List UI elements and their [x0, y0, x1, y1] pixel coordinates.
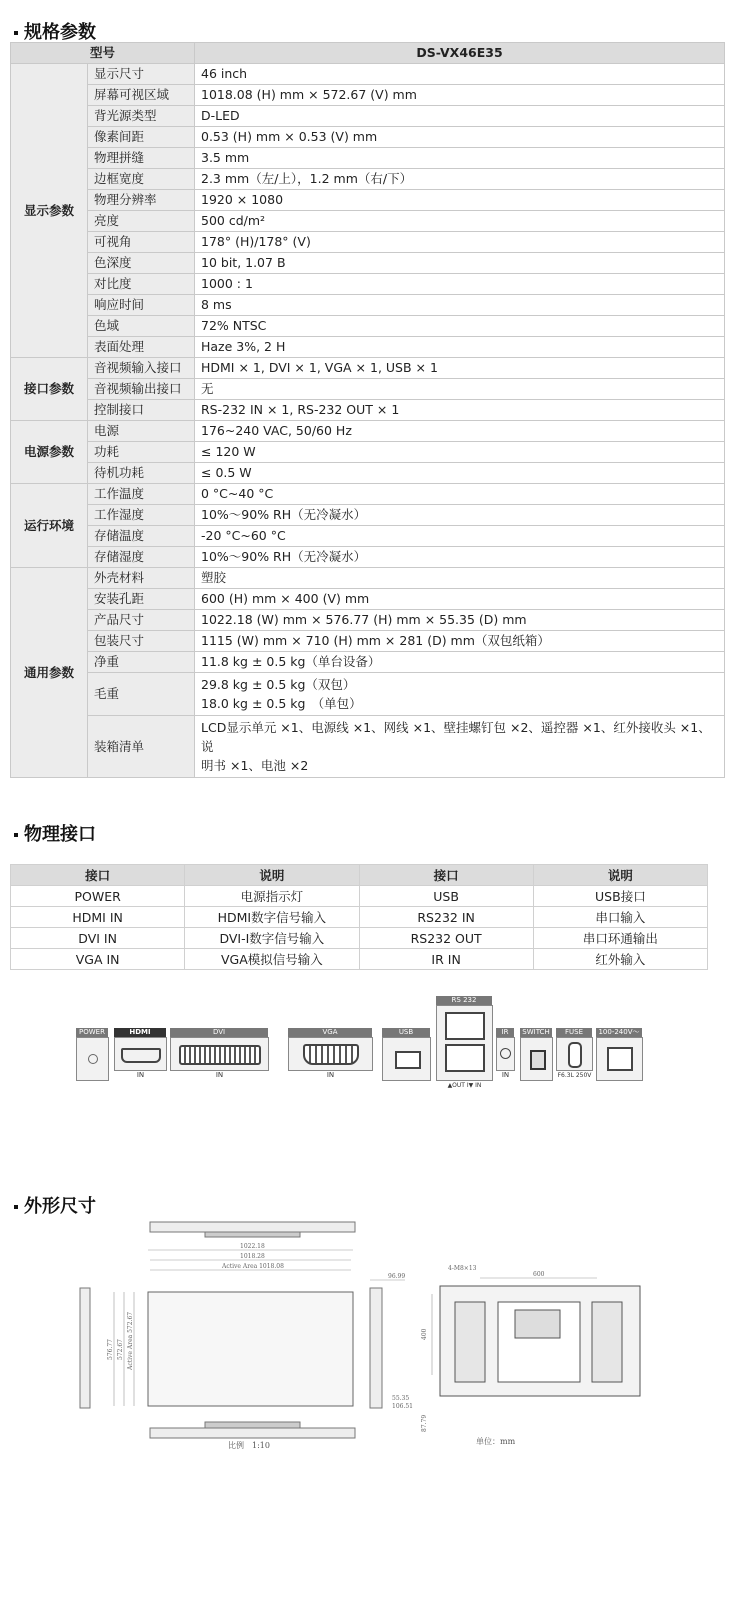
table-row	[11, 421, 725, 442]
spec-value	[195, 379, 725, 400]
bottom-view	[150, 1422, 355, 1438]
spec-value	[195, 421, 725, 442]
rs232-io-label: ▲OUT Ⅰ▼ IN	[436, 1080, 493, 1090]
spec-label: 边框宽度	[88, 169, 195, 190]
spec-value-line: ≤ 0.5 W	[201, 465, 252, 480]
spec-label: 工作湿度	[88, 505, 195, 526]
spec-label: 存储温度	[88, 526, 195, 547]
fuse-rating-label: F6.3L 250V	[557, 1072, 592, 1079]
port-desc-cell: HDMI数字信号输入	[185, 907, 359, 928]
spec-group-label: 电源参数	[11, 421, 88, 484]
table-row	[11, 85, 725, 106]
ports-table	[10, 864, 708, 970]
table-row	[11, 652, 725, 673]
spec-label: 毛重	[88, 673, 195, 716]
spec-value	[195, 106, 725, 127]
spec-label: 净重	[88, 652, 195, 673]
table-row	[11, 928, 708, 949]
usb-port-label: USB	[382, 1028, 430, 1037]
spec-value-line: 1920 × 1080	[201, 192, 284, 207]
dim-m8: 4-M8×13	[448, 1265, 477, 1272]
spec-label: 物理拼缝	[88, 148, 195, 169]
table-row	[11, 127, 725, 148]
usb-connector-icon	[395, 1051, 421, 1069]
spec-value-line: RS-232 IN × 1, RS-232 OUT × 1	[201, 402, 400, 417]
table-row	[11, 337, 725, 358]
spec-value-line: HDMI × 1, DVI × 1, VGA × 1, USB × 1	[201, 360, 438, 375]
spec-value-line: Haze 3%, 2 H	[201, 339, 286, 354]
spec-value-line: 1000 : 1	[201, 276, 253, 291]
ports-header: 说明	[185, 865, 359, 886]
spec-value	[195, 295, 725, 316]
port-cell: DVI IN	[11, 928, 185, 949]
spec-value	[195, 274, 725, 295]
rs232-port-label: RS 232	[436, 996, 492, 1005]
table-row	[11, 253, 725, 274]
spec-value	[195, 400, 725, 421]
table-row	[11, 106, 725, 127]
spec-label: 电源	[88, 421, 195, 442]
spec-label: 产品尺寸	[88, 610, 195, 631]
table-row	[11, 484, 725, 505]
spec-value	[195, 232, 725, 253]
vga-connector-icon	[303, 1044, 359, 1065]
power-switch	[520, 1037, 553, 1081]
dim-bottom: 87.79	[421, 1414, 428, 1432]
dim-total-width: 1022.18	[240, 1243, 265, 1250]
spec-label: 功耗	[88, 442, 195, 463]
rocker-switch-icon	[530, 1050, 546, 1070]
bullet-icon	[14, 833, 18, 837]
fuse-label: FUSE	[556, 1028, 592, 1037]
spec-group-label: 接口参数	[11, 358, 88, 421]
dimension-drawing	[0, 1210, 750, 1470]
dim-active-width: Active Area 1018.08	[222, 1263, 284, 1270]
spec-value	[195, 716, 725, 778]
table-row	[11, 316, 725, 337]
spec-label: 音视频输出接口	[88, 379, 195, 400]
spec-value	[195, 253, 725, 274]
spec-value-line: 1115 (W) mm × 710 (H) mm × 281 (D) mm（双包纸箱）	[201, 633, 550, 648]
spec-value-line: 3.5 mm	[201, 150, 250, 165]
dim-depth-2: 106.51	[392, 1403, 413, 1410]
table-row	[11, 589, 725, 610]
spec-label: 像素间距	[88, 127, 195, 148]
port-desc-cell: 电源指示灯	[185, 886, 359, 907]
spec-value-line: 176~240 VAC, 50/60 Hz	[201, 423, 352, 438]
spec-body	[11, 64, 725, 778]
table-row	[11, 400, 725, 421]
table-row	[11, 442, 725, 463]
ports-header: 接口	[11, 865, 185, 886]
table-row	[11, 190, 725, 211]
spec-label: 安装孔距	[88, 589, 195, 610]
spec-label: 亮度	[88, 211, 195, 232]
spec-value	[195, 463, 725, 484]
dims-title-text: 外形尺寸	[24, 1196, 96, 1217]
dim-600: 600	[533, 1271, 545, 1278]
dim-screen-height: 572.67	[117, 1339, 124, 1360]
table-row	[11, 610, 725, 631]
spec-value-line: -20 °C~60 °C	[201, 528, 286, 543]
spec-label: 对比度	[88, 274, 195, 295]
port-cell: POWER	[11, 886, 185, 907]
table-row	[11, 211, 725, 232]
table-row	[11, 949, 708, 970]
spec-label: 控制接口	[88, 400, 195, 421]
table-row	[11, 148, 725, 169]
spec-value-line: 18.0 kg ± 0.5 kg （单包）	[201, 696, 362, 711]
ac-inlet	[596, 1037, 643, 1081]
spec-value-line: 10%～90% RH（无冷凝水）	[201, 549, 367, 564]
table-row	[11, 547, 725, 568]
spec-value	[195, 85, 725, 106]
power-port-label: POWER	[76, 1028, 108, 1037]
vga-port-label: VGA	[288, 1028, 372, 1037]
spec-value	[195, 568, 725, 589]
spec-value	[195, 316, 725, 337]
spec-value	[195, 337, 725, 358]
table-row	[11, 716, 725, 778]
spec-value-line: 10%～90% RH（无冷凝水）	[201, 507, 367, 522]
ir-port-label: IR	[496, 1028, 514, 1037]
spec-value	[195, 169, 725, 190]
front-view	[148, 1243, 353, 1406]
port-cell: IR IN	[359, 949, 533, 970]
model-value: DS-VX46E35	[195, 43, 725, 64]
port-desc-cell: 串口环通输出	[533, 928, 707, 949]
table-row	[11, 169, 725, 190]
spec-value-line: 178° (H)/178° (V)	[201, 234, 311, 249]
spec-value	[195, 589, 725, 610]
spec-value-line: 明书 ×1、电池 ×2	[201, 758, 309, 773]
table-row	[11, 631, 725, 652]
table-row	[11, 274, 725, 295]
spec-label: 表面处理	[88, 337, 195, 358]
table-row	[11, 463, 725, 484]
spec-label: 工作温度	[88, 484, 195, 505]
model-label: 型号	[11, 43, 195, 64]
scale-caption: 比例 1:10	[228, 1441, 270, 1450]
port-desc-cell: DVI-I数字信号输入	[185, 928, 359, 949]
dvi-port	[170, 1037, 269, 1071]
spec-value-line: 0 °C~40 °C	[201, 486, 274, 501]
hdmi-connector-icon	[121, 1048, 161, 1063]
table-row	[11, 568, 725, 589]
spec-value-line: 11.8 kg ± 0.5 kg（单台设备）	[201, 654, 381, 669]
port-desc-cell: 红外输入	[533, 949, 707, 970]
spec-value	[195, 484, 725, 505]
port-cell: VGA IN	[11, 949, 185, 970]
top-view	[150, 1222, 355, 1237]
spec-value-line: 8 ms	[201, 297, 232, 312]
spec-label: 待机功耗	[88, 463, 195, 484]
rj45-out-icon	[445, 1012, 485, 1040]
spec-value-line: 1018.08 (H) mm × 572.67 (V) mm	[201, 87, 417, 102]
port-desc-cell: USB接口	[533, 886, 707, 907]
ports-header: 接口	[359, 865, 533, 886]
dvi-in-label: IN	[170, 1070, 269, 1080]
spec-label: 色域	[88, 316, 195, 337]
spec-group-label: 通用参数	[11, 568, 88, 778]
spec-value-line: 塑胶	[201, 570, 227, 585]
spec-value-line: 72% NTSC	[201, 318, 267, 333]
spec-value	[195, 127, 725, 148]
dvi-port-label: DVI	[170, 1028, 268, 1037]
port-desc-cell: VGA模拟信号输入	[185, 949, 359, 970]
spec-label: 物理分辨率	[88, 190, 195, 211]
bullet-icon	[14, 1205, 18, 1209]
spec-value	[195, 442, 725, 463]
spec-value-line: 0.53 (H) mm × 0.53 (V) mm	[201, 129, 378, 144]
table-row	[11, 907, 708, 928]
spec-value-line: 500 cd/m²	[201, 213, 266, 228]
usb-port	[382, 1037, 431, 1081]
dim-screen-width: 1018.28	[240, 1253, 265, 1260]
ports-header-row	[11, 865, 708, 886]
power-led-icon	[88, 1054, 98, 1064]
ac-input-label: 100-240V～	[596, 1028, 642, 1037]
rj45-in-icon	[445, 1044, 485, 1072]
spec-value	[195, 358, 725, 379]
spec-label: 屏幕可视区域	[88, 85, 195, 106]
spec-value	[195, 190, 725, 211]
port-cell: HDMI IN	[11, 907, 185, 928]
spec-value	[195, 631, 725, 652]
ir-in-label: IN	[496, 1070, 515, 1080]
ports-header: 说明	[533, 865, 707, 886]
dim-total-height: 576.77	[107, 1339, 114, 1360]
spec-label: 音视频输入接口	[88, 358, 195, 379]
spec-label: 响应时间	[88, 295, 195, 316]
spec-value-line: D-LED	[201, 108, 240, 123]
spec-title-text: 规格参数	[24, 22, 96, 43]
spec-section-title	[14, 18, 96, 44]
spec-value	[195, 505, 725, 526]
fuse-icon	[568, 1042, 582, 1068]
hdmi-port	[114, 1037, 167, 1071]
dim-depth-1: 55.35	[392, 1395, 410, 1402]
port-cell: RS232 OUT	[359, 928, 533, 949]
spec-value	[195, 211, 725, 232]
spec-value	[195, 547, 725, 568]
spec-label: 可视角	[88, 232, 195, 253]
dim-active-height: Active Area 572.67	[127, 1311, 134, 1370]
dim-400: 400	[421, 1328, 428, 1340]
spec-value	[195, 652, 725, 673]
spec-header-row	[11, 43, 725, 64]
vga-port	[288, 1037, 373, 1071]
rear-view	[432, 1278, 640, 1396]
spec-label: 外壳材料	[88, 568, 195, 589]
spec-value-line: 2.3 mm（左/上），1.2 mm（右/下）	[201, 171, 413, 186]
spec-group-label: 显示参数	[11, 64, 88, 358]
table-row	[11, 886, 708, 907]
spec-value	[195, 673, 725, 716]
dvi-connector-icon	[179, 1045, 261, 1065]
spec-value	[195, 526, 725, 547]
spec-value-line: 无	[201, 381, 214, 396]
table-row	[11, 526, 725, 547]
ir-port	[496, 1037, 515, 1071]
spec-value-line: 1022.18 (W) mm × 576.77 (H) mm × 55.35 (D) mm	[201, 612, 527, 627]
table-row	[11, 295, 725, 316]
iec-socket-icon	[607, 1047, 633, 1071]
spec-label: 显示尺寸	[88, 64, 195, 85]
spec-value-line: LCD显示单元 ×1、电源线 ×1、网线 ×1、壁挂螺钉包 ×2、遥控器 ×1、红外接收头 ×1、说	[201, 720, 711, 754]
switch-label: SWITCH	[520, 1028, 552, 1037]
table-row	[11, 232, 725, 253]
spec-value	[195, 610, 725, 631]
table-row	[11, 379, 725, 400]
hdmi-in-label: IN	[114, 1070, 167, 1080]
rs232-port	[436, 1005, 493, 1081]
ir-jack-icon	[500, 1048, 511, 1059]
spec-group-label: 运行环境	[11, 484, 88, 568]
dim-depth: 96.99	[388, 1273, 406, 1280]
vga-in-label: IN	[288, 1070, 373, 1080]
table-row	[11, 64, 725, 85]
spec-value-line: 46 inch	[201, 66, 248, 81]
spec-value	[195, 64, 725, 85]
port-desc-cell: 串口输入	[533, 907, 707, 928]
port-cell: USB	[359, 886, 533, 907]
spec-label: 存储湿度	[88, 547, 195, 568]
ports-section-title	[14, 820, 96, 846]
ports-title-text: 物理接口	[24, 824, 96, 845]
spec-value-line: ≤ 120 W	[201, 444, 256, 459]
spec-label: 色深度	[88, 253, 195, 274]
spec-table	[10, 42, 725, 778]
power-port	[76, 1037, 109, 1081]
spec-value-line: 600 (H) mm × 400 (V) mm	[201, 591, 370, 606]
table-row	[11, 673, 725, 716]
spec-value	[195, 148, 725, 169]
side-profile-view	[370, 1280, 405, 1408]
spec-label: 包装尺寸	[88, 631, 195, 652]
table-row	[11, 358, 725, 379]
table-row	[11, 505, 725, 526]
spec-value-line: 10 bit, 1.07 B	[201, 255, 286, 270]
port-cell: RS232 IN	[359, 907, 533, 928]
io-panel-illustration	[70, 994, 650, 1094]
hdmi-port-label: HDMI	[114, 1028, 166, 1037]
fuse-holder	[556, 1037, 593, 1071]
bullet-icon	[14, 31, 18, 35]
spec-label: 背光源类型	[88, 106, 195, 127]
spec-value-line: 29.8 kg ± 0.5 kg（双包）	[201, 677, 356, 692]
spec-label: 装箱清单	[88, 716, 195, 778]
unit-caption: 单位：mm	[476, 1437, 516, 1446]
